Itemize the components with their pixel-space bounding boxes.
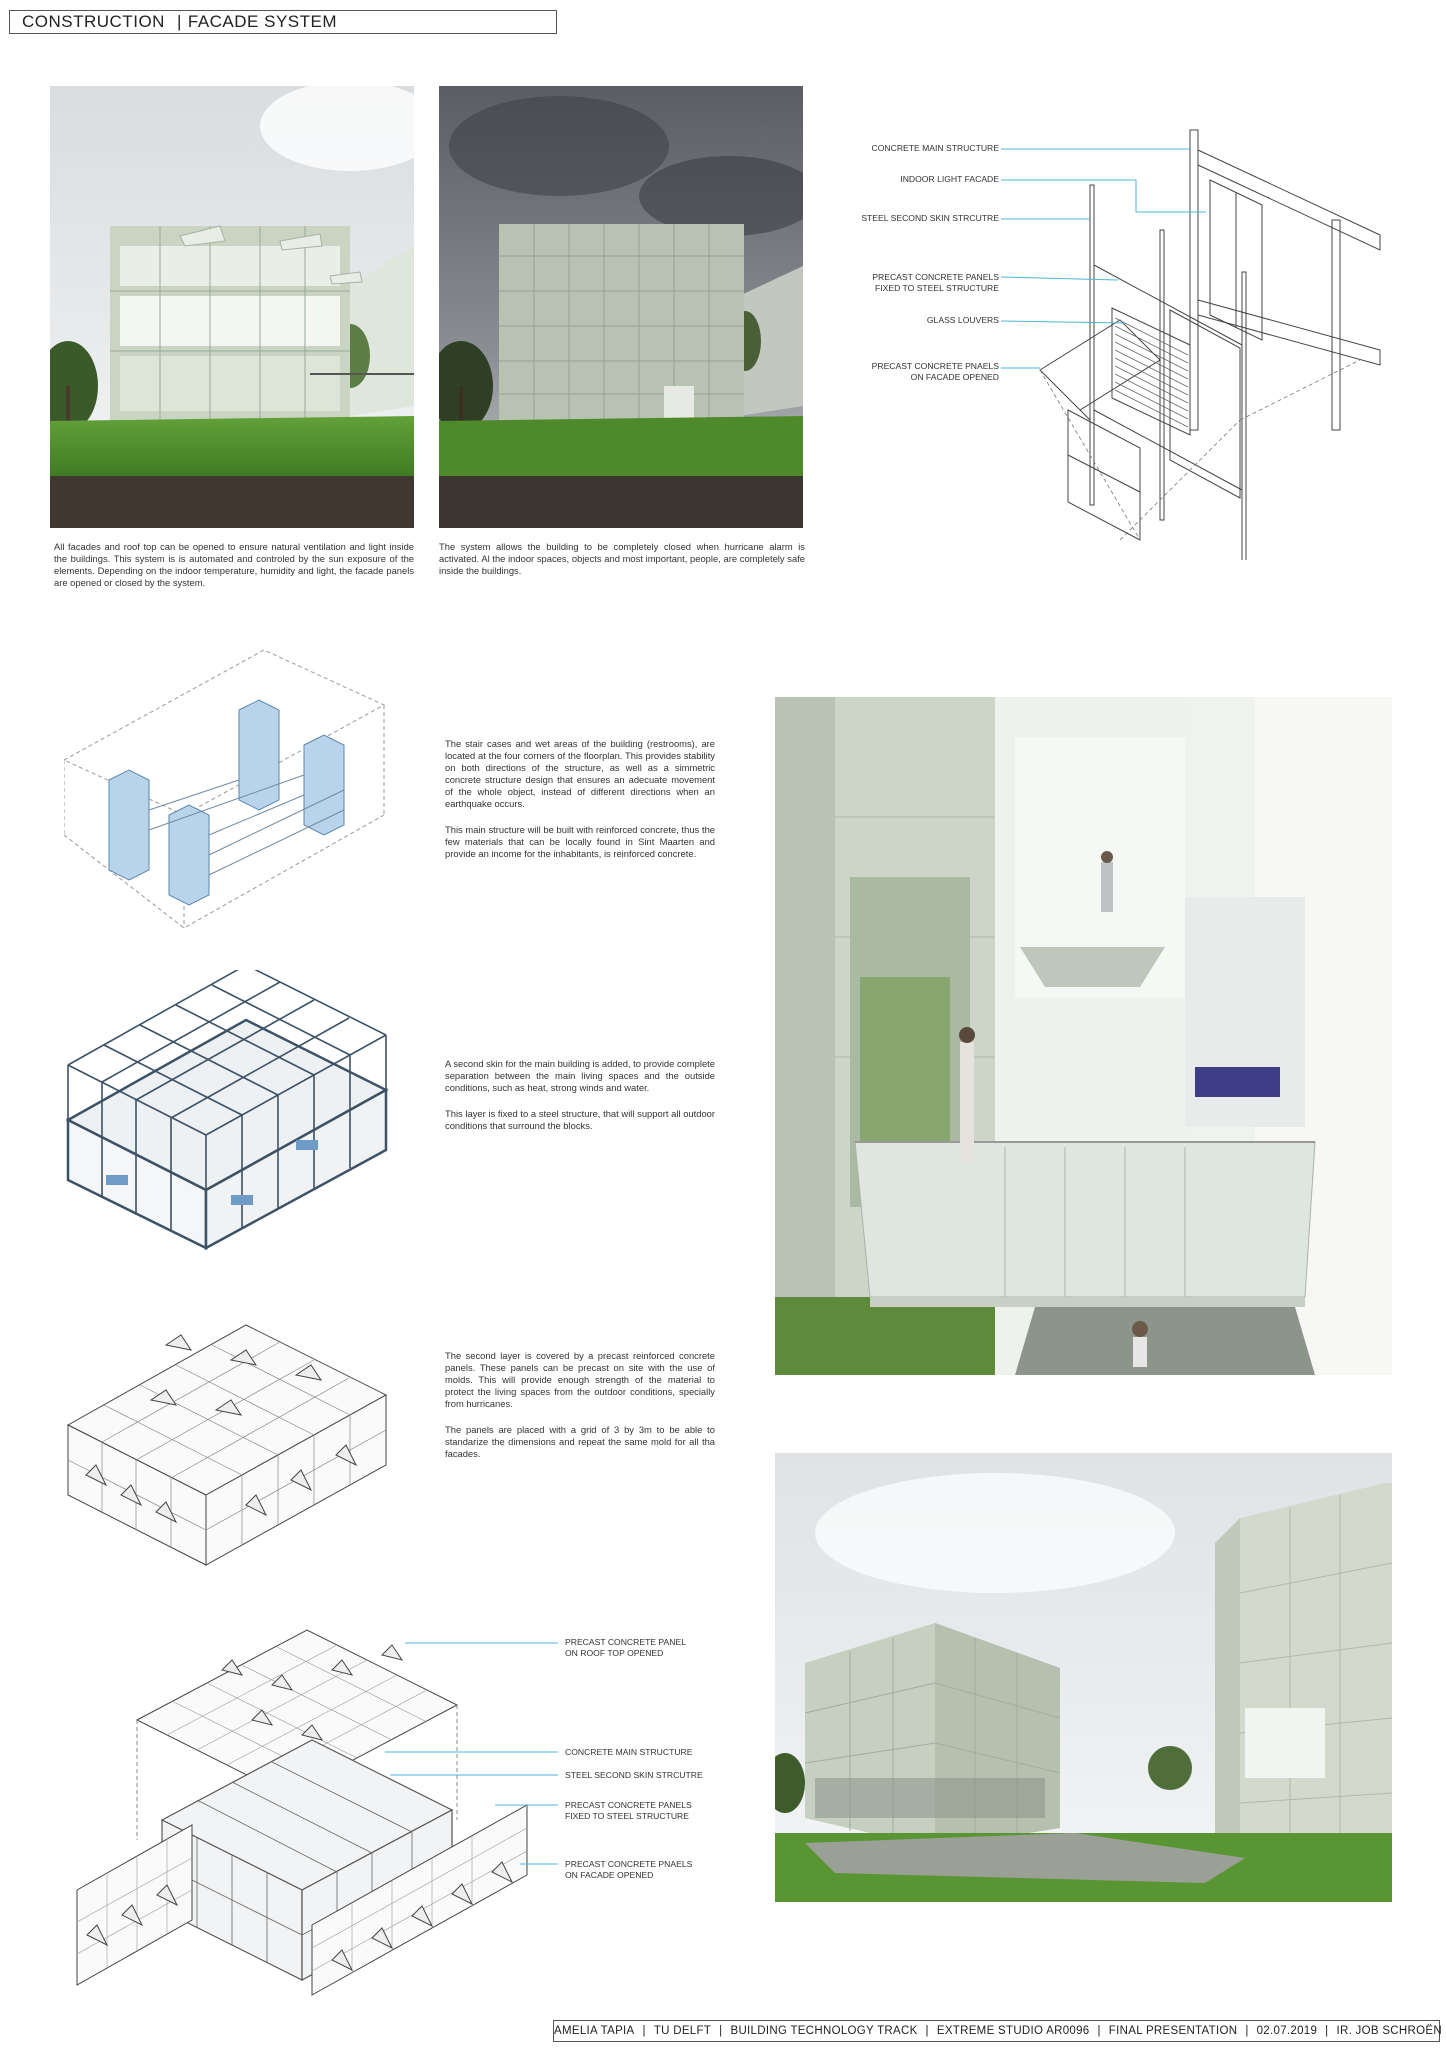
- footer-university: TU DELFT: [653, 2025, 712, 2037]
- label-concrete-main-structure: CONCRETE MAIN STRUCTURE: [871, 143, 999, 153]
- sheet-title: CONSTRUCTION | FACADE SYSTEM: [9, 10, 557, 34]
- label-roof-panel-opened: PRECAST CONCRETE PANEL ON ROOF TOP OPENED: [565, 1637, 686, 1658]
- title-subject: FACADE SYSTEM: [187, 12, 338, 31]
- render-interior-walkway: [775, 697, 1392, 1375]
- skin-paragraph-2: This layer is fixed to a steel structure, that will support all outdoor conditions that surround the blocks.: [445, 1108, 715, 1131]
- render-facade-closed: [439, 86, 803, 528]
- label-exploded-precast-fixed: PRECAST CONCRETE PANELS FIXED TO STEEL STRUCTURE: [565, 1800, 692, 1821]
- structure-paragraph-1: The stair cases and wet areas of the building (restrooms), are located at the four corners of the floorplan. This provides stability on both directions of the structure, as well as a simmetric concrete structure design that ensures an adecuate movement of the whole object, instead of different directions when an earthquake occurs.: [445, 738, 715, 809]
- exploded-leader-lines: [380, 1640, 560, 1880]
- footer-track: BUILDING TECHNOLOGY TRACK: [730, 2025, 918, 2037]
- label-exploded-concrete-structure: CONCRETE MAIN STRUCTURE: [565, 1747, 693, 1757]
- label-precast-panels-fixed: PRECAST CONCRETE PANELS FIXED TO STEEL STRUCTURE: [872, 272, 999, 293]
- structure-paragraph-2: This main structure will be built with reinforced concrete, thus the few materials that can be locally found in Sint Maarten and provide an income for the inhabitants, is reinforced concrete.: [445, 824, 715, 859]
- footer-credits: AMELIA TAPIA | TU DELFT | BUILDING TECHNOLOGY TRACK | EXTREME STUDIO AR0096 | FINAL PRESENTATION | 02.07.2019 | IR. JOB SCHROËN: [553, 2020, 1440, 2042]
- label-exploded-facade-opened: PRECAST CONCRETE PNAELS ON FACADE OPENED: [565, 1859, 693, 1880]
- caption-render-closed: The system allows the building to be completely closed when hurricane alarm is activated. Al the indoor spaces, objects and most important, people, are completely safe inside the buildings.: [439, 541, 805, 576]
- skin-paragraph-1: A second skin for the main building is added, to provide complete separation between the main living spaces and the outside conditions, such as heat, strong winds and water.: [445, 1058, 715, 1093]
- render-facade-open: [50, 86, 414, 528]
- footer-presentation: FINAL PRESENTATION: [1108, 2025, 1238, 2037]
- caption-render-open: All facades and roof top can be opened to ensure natural ventilation and light inside the buildings. This system is is automated and controled by the sun exposure of the elements. Depending on the indoor temperature, humidity and light, the facade panels are opened or closed by the system.: [54, 541, 414, 588]
- footer-tutor: IR. JOB SCHROËN: [1336, 2025, 1442, 2037]
- structure-description: [445, 738, 715, 874]
- footer-date: 02.07.2019: [1256, 2025, 1318, 2037]
- label-exploded-steel-skin: STEEL SECOND SKIN STRCUTRE: [565, 1770, 703, 1780]
- render-exterior-buildings: [775, 1453, 1392, 1902]
- panels-paragraph-1: The second layer is covered by a precast reinforced concrete panels. These panels can be precast on site with the use of molds. This will provide enough strength of the material to protect the living spaces from the outdoor conditions, specially from hurricanes.: [445, 1350, 715, 1409]
- label-precast-panels-opened: PRECAST CONCRETE PNAELS ON FACADE OPENED: [871, 361, 999, 382]
- steel-skin-description: [445, 1058, 715, 1146]
- label-indoor-light-facade: INDOOR LIGHT FACADE: [900, 174, 999, 184]
- title-section: CONSTRUCTION: [22, 12, 165, 31]
- label-glass-louvers: GLASS LOUVERS: [926, 315, 999, 325]
- structure-axonometric: [64, 650, 394, 930]
- panels-paragraph-2: The panels are placed with a grid of 3 by 3m to be able to standarize the dimensions and repeat the same mold for all tha facades.: [445, 1424, 715, 1459]
- label-steel-second-skin: STEEL SECOND SKIN STRCUTRE: [861, 213, 999, 223]
- precast-panels-axonometric: [66, 1300, 396, 1570]
- footer-author: AMELIA TAPIA: [554, 2025, 635, 2037]
- steel-skin-axonometric: [66, 970, 396, 1250]
- precast-panels-description: [445, 1350, 715, 1474]
- footer-studio: EXTREME STUDIO AR0096: [936, 2025, 1090, 2037]
- detail-leader-lines: [990, 140, 1220, 390]
